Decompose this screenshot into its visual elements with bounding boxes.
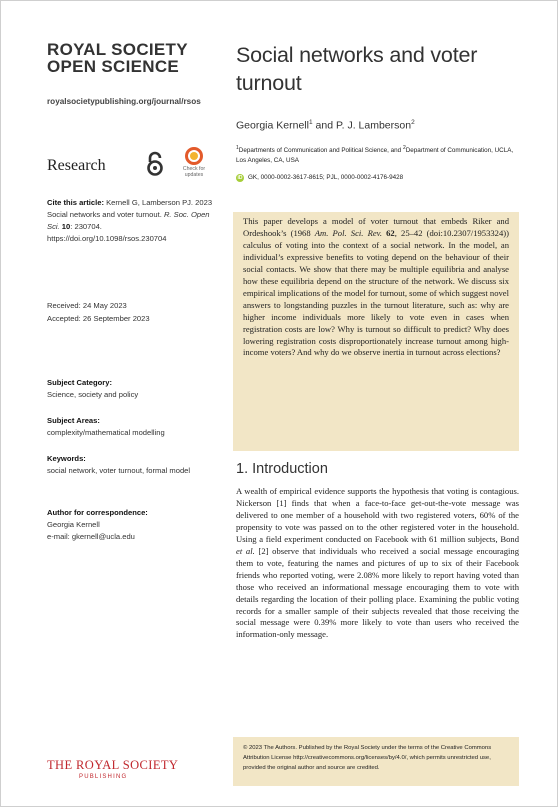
- check-updates-label: Check for updates: [182, 166, 206, 178]
- subject-areas: [47, 415, 217, 439]
- publisher-logo: THE ROYAL SOCIETY PUBLISHING: [47, 758, 179, 780]
- authors: Georgia Kernell$^1$ and P. J. Lamberson$^2$: [236, 119, 415, 132]
- correspondence-heading: Author for correspondence:: [47, 508, 148, 517]
- section-row: [47, 151, 217, 181]
- article-header: [236, 41, 519, 182]
- subject-category: [47, 377, 217, 401]
- cite-doi[interactable]: https://doi.org/10.1098/rsos.230704: [47, 234, 167, 243]
- introduction-heading: 1. Introduction: [236, 461, 328, 477]
- keywords-heading: Keywords:: [47, 454, 86, 463]
- subject-areas-text: complexity/mathematical modelling: [47, 428, 165, 437]
- copyright-box: [233, 737, 519, 786]
- introduction-text: A wealth of empirical evidence supports the hypothesis that voting is contagious. Nickerson [1] finds that when a face-to-face get-out-the-vote message was delivered to one member of a household with two registered voters, 60% of the propensity to vote was passed on to the other registered voter in the household. Using a field experiment conducted on Facebook with 61 million subjects, Bond et al. [2] observe that individuals who received a social message encouraging them to vote, featuring the names and pictures of up to six of their Facebook friends who reported voting, were 2.08% more likely to report having voted than those who received an informational message encouraging them to vote with details regarding the location of their polling place. Examining the public voting records for a smaller sample of their subjects revealed that those receiving the social message were 0.39% more likely to vote than users who received the information-only message.: [236, 486, 519, 640]
- subject-category-heading: Subject Category:: [47, 378, 112, 387]
- orcid-ids[interactable]: GK, 0000-0002-3617-8615; PJL, 0000-0002-4176-9428: [248, 174, 404, 182]
- orcid-line: [236, 174, 519, 182]
- affiliations: $^1$Departments of Communication and Political Science, and $^2$Department of Communication, UCLA, Los Angeles, CA, USA: [236, 144, 514, 165]
- keywords: [47, 453, 217, 477]
- cite-volume: 10: [61, 222, 71, 231]
- article-title: Social networks and voter turnout: [236, 43, 478, 95]
- left-sidebar: [47, 41, 217, 543]
- cite-label: Cite this article:: [47, 198, 104, 207]
- abstract-box: [233, 212, 519, 451]
- cite-journal: R. Soc. Open Sci.: [47, 210, 210, 231]
- section-label: Research: [47, 157, 106, 174]
- copyright-text: © 2023 The Authors. Published by the Royal Society under the terms of the Creative Commons Attribution License http://creativecommons.org/licenses/by/4.0/, which permits unrestricted use, provided the original author and source are credited.: [243, 745, 492, 771]
- citation-block: [47, 197, 217, 245]
- keywords-text: social network, voter turnout, formal model: [47, 466, 191, 475]
- open-access-icon[interactable]: [146, 151, 164, 177]
- accepted-date: Accepted: 26 September 2023: [47, 314, 150, 323]
- correspondence: [47, 507, 217, 543]
- dates-block: [47, 299, 217, 325]
- correspondence-email[interactable]: e-mail: gkernell@ucla.edu: [47, 532, 135, 541]
- cite-authors: Kernell G, Lamberson PJ. 2023: [106, 198, 213, 207]
- cite-title: Social networks and voter turnout.: [47, 210, 162, 219]
- subject-areas-heading: Subject Areas:: [47, 416, 100, 425]
- journal-name: ROYAL SOCIETY OPEN SCIENCE: [47, 40, 188, 76]
- journal-url[interactable]: royalsocietypublishing.org/journal/rsos: [47, 97, 201, 106]
- subject-category-text: Science, society and policy: [47, 390, 139, 399]
- received-date: Received: 24 May 2023: [47, 301, 127, 310]
- correspondence-name: Georgia Kernell: [47, 520, 100, 529]
- abstract-text: This paper develops a model of voter turnout that embeds Riker and Ordeshook’s (1968 Am. Pol. Sci. Rev. 62, 25–42 (doi:10.2307/1953324)) calculus of voting into the context of a social network. In the model, an individual’s expressive benefits to voting depend on the behaviour of their social contacts. We show that there may be multiple equilibria and analyse how these equilibria depend on the structure of the network. We discuss six empirical implications of the model for turnout, some of which suggest novel answers to longstanding puzzles in the turnout literature, such as: why are higher income individuals more likely to vote even in cases when registration costs are low? Why is turnout so difficult to predict? Why does lowering registration costs disproportionately increase turnout among high-income voters? And why do we observe inertia in turnout across elections?: [243, 216, 509, 358]
- cite-article: : 230704.: [70, 222, 102, 231]
- check-for-updates-icon[interactable]: [177, 147, 211, 178]
- orcid-icon[interactable]: iD: [237, 174, 243, 181]
